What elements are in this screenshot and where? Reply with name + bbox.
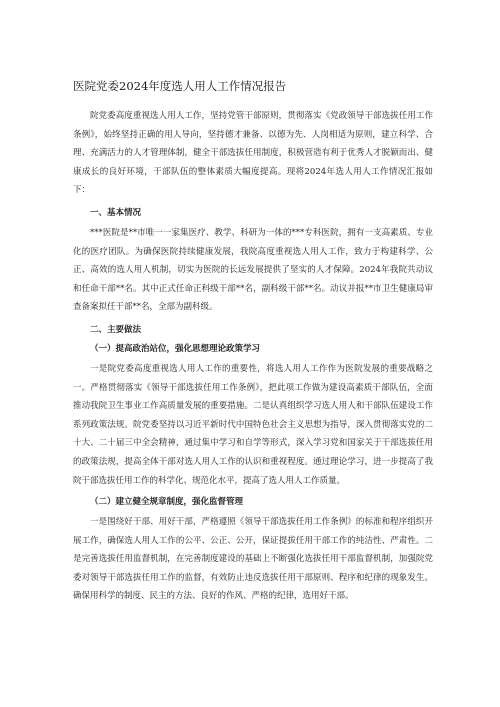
subsection-heading-rules-supervision: （二）建立健全规章制度，强化监督管理 — [90, 497, 244, 508]
section-heading-basic-situation: 一、基本情况 — [90, 207, 142, 218]
document-body — [73, 107, 433, 606]
document-title: 医院党委2024年度选人用人工作情况报告 — [73, 79, 287, 93]
subsection-heading-political-study: （一）提高政治站位，强化思想理论政策学习 — [90, 343, 261, 354]
basic-situation-paragraph: ***医院是**市唯一一家集医疗、教学、科研为一体的***专科医院，拥有一支高素质、专业化的医疗团队。为确保医院持续健康发展，我院高度重视选人用人工作，致力于构建科学、公正、高效的选人用人机制，切实为医院的长远发展提供了坚实的人才保障。2024年我院共动议和任命干部**名。其中正式任命正科级干部**名，副科级干部**名。动议并报**市卫生健康局审查备案拟任干部**名，全部为副科级。 — [73, 227, 433, 313]
political-study-paragraph: 一是院党委高度重视选人用人工作的重要性，将选人用人工作作为医院发展的重要战略之一。严格贯彻落实《领导干部选拔任用工作条例》，把此项工作做为建设高素质干部队伍，全面推动我院卫生事业工作高质量发展的重要措施。二是认真组织学习选人用人和干部队伍建设工作系列政策法规。院党委坚持以习近平新时代中国特色社会主义思想为指导，深入贯彻落实党的二十大、二十届三中全会精神，通过集中学习和自学等形式，深入学习党和国家关于干部选拔任用的政策法规，提高全体干部对选人用人工作的认识和重视程度。通过理论学习，进一步提高了我院干部选拔任用工作的科学化、规范化水平，提高了选人用人工作质量。 — [73, 363, 433, 486]
intro-paragraph: 院党委高度重视选人用人工作，坚持党管干部原则，贯彻落实《党政领导干部选拔任用工作条例》，始终坚持正确的用人导向，坚持德才兼备、以德为先、人岗相适为原则，建立科学、合理、充满活力的人才管理体制，健全干部选拔任用制度，积极营造有利于优秀人才脱颖而出、健康成长的良好环境，干部队伍的整体素质大幅度提高。现将2024年选人用人工作情况汇报如下： — [73, 111, 433, 196]
rules-supervision-paragraph: 一是围绕好干部、用好干部，严格遵照《领导干部选拔任用工作条例》的标准和程序组织开展工作，确保选人用人工作的公平、公正、公开，保证提拔任用干部工作的纯洁性、严肃性。二是完善选拔任用监督机制，在完善制度建设的基础上不断强化选拔任用干部监督机制，加强院党委对领导干部选拔任用工作的监督，有效防止违反选拔任用干部原则、程序和纪律的现象发生。确保用科学的制度、民主的方法、良好的作风、严格的纪律，选用好干部。 — [73, 517, 433, 602]
section-heading-main-practices: 二、主要做法 — [90, 324, 142, 335]
